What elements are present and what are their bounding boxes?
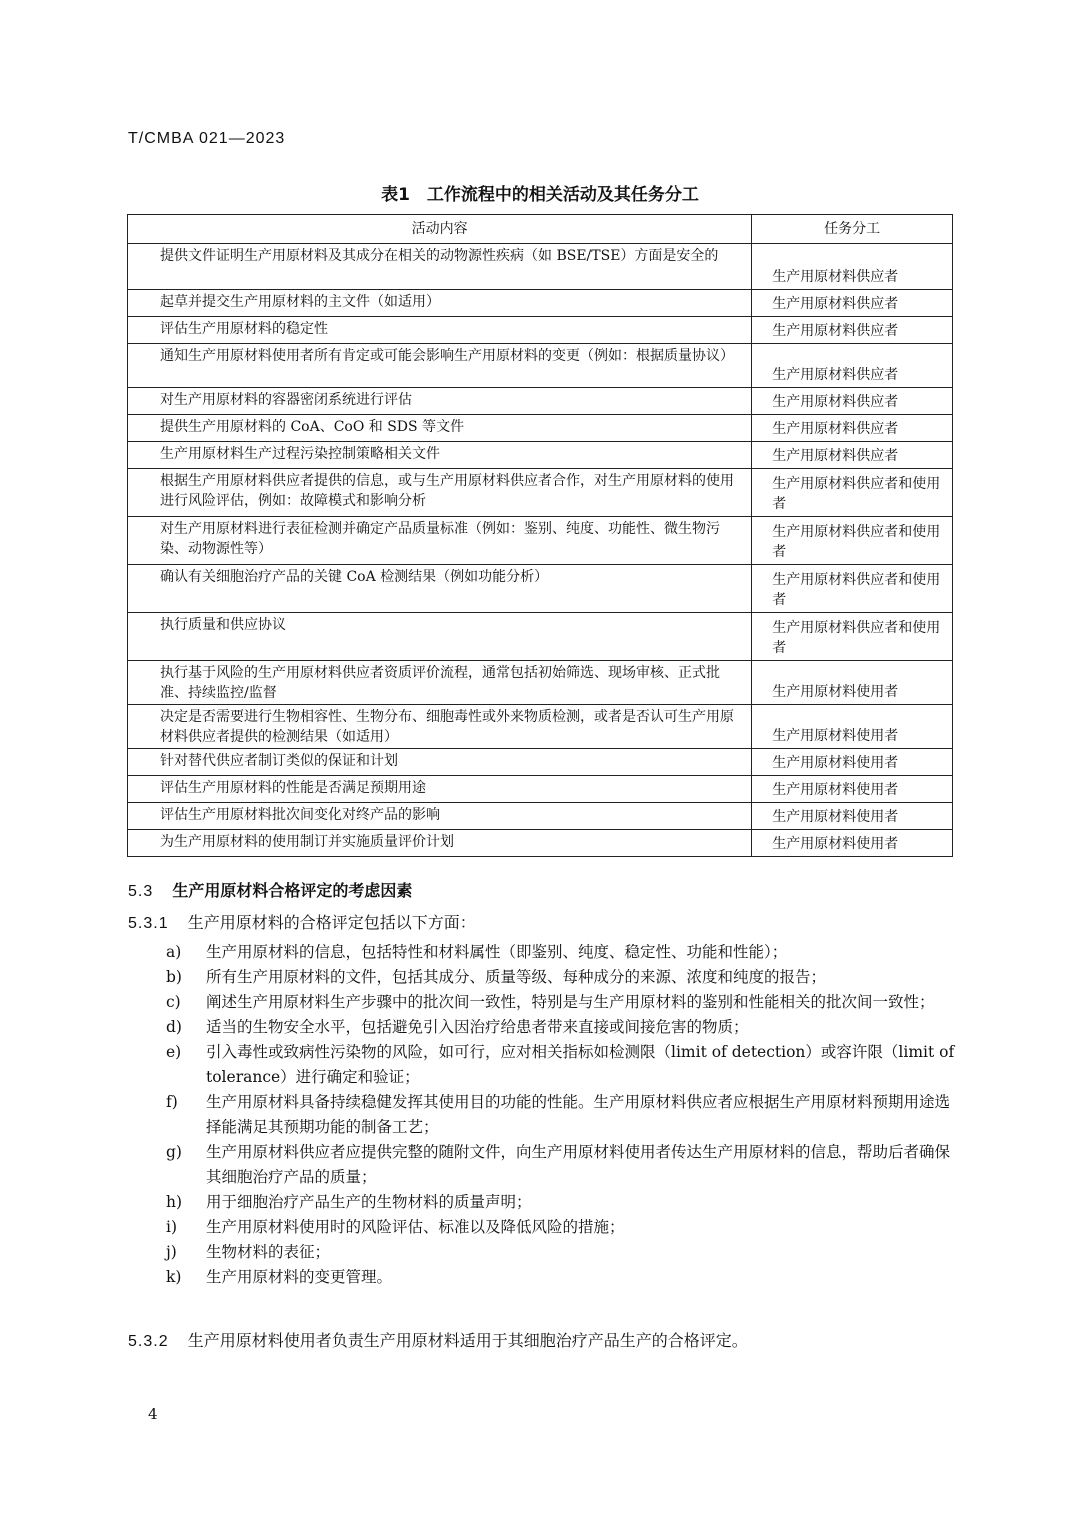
table-row [128, 749, 953, 776]
section-number: 5.3 [128, 883, 154, 900]
role-cell: 生产用原材料供应者和使用者 [752, 517, 953, 565]
list-text: 生产用原材料的信息，包括特性和材料属性（即鉴别、纯度、稳定性、功能和性能）； [206, 943, 788, 961]
list-item [166, 1240, 956, 1265]
role-cell: 生产用原材料供应者 [752, 415, 953, 442]
list-text: 生产用原材料具备持续稳健发挥其使用目的功能的性能。生产用原材料供应者应根据生产用原材料预期用途选择能满足其预期功能的制备工艺； [206, 1093, 951, 1136]
list-marker: b) [166, 968, 182, 986]
list-marker: e) [166, 1043, 182, 1061]
activity-cell: 评估生产用原材料的性能是否满足预期用途 [128, 776, 752, 803]
role-cell: 生产用原材料使用者 [752, 705, 953, 749]
table-body [128, 244, 953, 857]
role-cell: 生产用原材料供应者和使用者 [752, 565, 953, 613]
role-cell: 生产用原材料使用者 [752, 749, 953, 776]
section-5-3-2 [128, 1328, 748, 1351]
table-row [128, 244, 953, 290]
list-marker: f) [166, 1093, 178, 1111]
list-item [166, 990, 956, 1015]
activity-cell: 对生产用原材料的容器密闭系统进行评估 [128, 388, 752, 415]
list-item [166, 965, 956, 990]
list-marker: d) [166, 1018, 182, 1036]
table-row [128, 442, 953, 469]
list-marker: a) [166, 943, 182, 961]
clause-text: 生产用原材料的合格评定包括以下方面： [187, 913, 476, 932]
standard-code: T/CMBA 021—2023 [128, 130, 286, 147]
activity-cell: 起草并提交生产用原材料的主文件（如适用） [128, 290, 752, 317]
table-row [128, 388, 953, 415]
list-item [166, 1015, 956, 1040]
clause-number: 5.3.1 [128, 915, 169, 932]
role-cell: 生产用原材料供应者和使用者 [752, 613, 953, 661]
activity-cell: 提供文件证明生产用原材料及其成分在相关的动物源性疾病（如 BSE/TSE）方面是安全的 [128, 244, 752, 290]
list-text: 适当的生物安全水平，包括避免引入因治疗给患者带来直接或间接危害的物质； [206, 1018, 749, 1036]
table-row [128, 415, 953, 442]
activity-cell: 针对替代供应者制订类似的保证和计划 [128, 749, 752, 776]
activity-cell: 对生产用原材料进行表征检测并确定产品质量标准（例如：鉴别、纯度、功能性、微生物污染、动物源性等） [128, 517, 752, 565]
section-5-3-heading [128, 878, 412, 901]
table-title: 表1 工作流程中的相关活动及其任务分工 [381, 185, 699, 205]
role-cell: 生产用原材料使用者 [752, 776, 953, 803]
column-header-activity: 活动内容 [128, 215, 752, 244]
role-cell: 生产用原材料供应者 [752, 442, 953, 469]
list-item [166, 1090, 956, 1140]
role-cell: 生产用原材料供应者和使用者 [752, 469, 953, 517]
role-cell: 生产用原材料供应者 [752, 317, 953, 344]
list-item [166, 1215, 956, 1240]
table-row [128, 613, 953, 661]
factor-list [166, 940, 956, 1290]
list-item [166, 1140, 956, 1190]
role-cell: 生产用原材料使用者 [752, 803, 953, 830]
list-text: 所有生产用原材料的文件，包括其成分、质量等级、每种成分的来源、浓度和纯度的报告； [206, 968, 827, 986]
list-item [166, 1265, 956, 1290]
table-row [128, 705, 953, 749]
activity-cell: 确认有关细胞治疗产品的关键 CoA 检测结果（例如功能分析） [128, 565, 752, 613]
list-text: 引入毒性或致病性污染物的风险，如可行，应对相关指标如检测限（limit of detection）或容许限（limit of tolerance）进行确定和验证； [206, 1043, 955, 1086]
list-marker: i) [166, 1218, 178, 1236]
list-text: 阐述生产用原材料生产步骤中的批次间一致性，特别是与生产用原材料的鉴别和性能相关的批次间一致性； [206, 993, 935, 1011]
activity-cell: 评估生产用原材料批次间变化对终产品的影响 [128, 803, 752, 830]
role-cell: 生产用原材料使用者 [752, 661, 953, 705]
role-cell: 生产用原材料供应者 [752, 244, 953, 290]
activity-cell: 执行基于风险的生产用原材料供应者资质评价流程，通常包括初始筛选、现场审核、正式批准、持续监控/监督 [128, 661, 752, 705]
list-text: 生产用原材料的变更管理。 [206, 1268, 393, 1286]
list-item [166, 940, 956, 965]
activity-cell: 决定是否需要进行生物相容性、生物分布、细胞毒性或外来物质检测，或者是否认可生产用原材料供应者提供的检测结果（如适用） [128, 705, 752, 749]
list-text: 生产用原材料使用时的风险评估、标准以及降低风险的措施； [206, 1218, 625, 1236]
role-cell: 生产用原材料供应者 [752, 388, 953, 415]
table-row [128, 317, 953, 344]
list-marker: j) [166, 1243, 177, 1261]
table-row [128, 565, 953, 613]
role-cell: 生产用原材料使用者 [752, 830, 953, 857]
activity-cell: 通知生产用原材料使用者所有肯定或可能会影响生产用原材料的变更（例如：根据质量协议） [128, 344, 752, 388]
list-marker: c) [166, 993, 181, 1011]
list-marker: g) [166, 1143, 182, 1161]
role-cell: 生产用原材料供应者 [752, 290, 953, 317]
section-5-3-1 [128, 910, 476, 933]
table-row [128, 776, 953, 803]
list-text: 用于细胞治疗产品生产的生物材料的质量声明； [206, 1193, 532, 1211]
table-row [128, 830, 953, 857]
clause-text: 生产用原材料使用者负责生产用原材料适用于其细胞治疗产品生产的合格评定。 [187, 1331, 748, 1350]
table-row [128, 344, 953, 388]
list-marker: h) [166, 1193, 183, 1211]
list-item [166, 1190, 956, 1215]
list-item [166, 1040, 956, 1090]
activity-cell: 根据生产用原材料供应者提供的信息，或与生产用原材料供应者合作，对生产用原材料的使用进行风险评估，例如：故障模式和影响分析 [128, 469, 752, 517]
task-division-table [127, 214, 953, 857]
page-number: 4 [148, 1405, 158, 1423]
activity-cell: 提供生产用原材料的 CoA、CoO 和 SDS 等文件 [128, 415, 752, 442]
table-row [128, 469, 953, 517]
column-header-role: 任务分工 [752, 215, 953, 244]
table-row [128, 803, 953, 830]
list-text: 生产用原材料供应者应提供完整的随附文件，向生产用原材料使用者传达生产用原材料的信息，帮助后者确保其细胞治疗产品的质量； [206, 1143, 951, 1186]
section-title: 生产用原材料合格评定的考虑因素 [172, 881, 413, 900]
activity-cell: 为生产用原材料的使用制订并实施质量评价计划 [128, 830, 752, 857]
activity-cell: 生产用原材料生产过程污染控制策略相关文件 [128, 442, 752, 469]
table-row [128, 517, 953, 565]
list-text: 生物材料的表征； [206, 1243, 331, 1261]
activity-cell: 执行质量和供应协议 [128, 613, 752, 661]
table-row [128, 290, 953, 317]
clause-number: 5.3.2 [128, 1333, 169, 1350]
activity-cell: 评估生产用原材料的稳定性 [128, 317, 752, 344]
list-marker: k) [166, 1268, 182, 1286]
table-header-row [128, 215, 953, 244]
table-row [128, 661, 953, 705]
role-cell: 生产用原材料供应者 [752, 344, 953, 388]
